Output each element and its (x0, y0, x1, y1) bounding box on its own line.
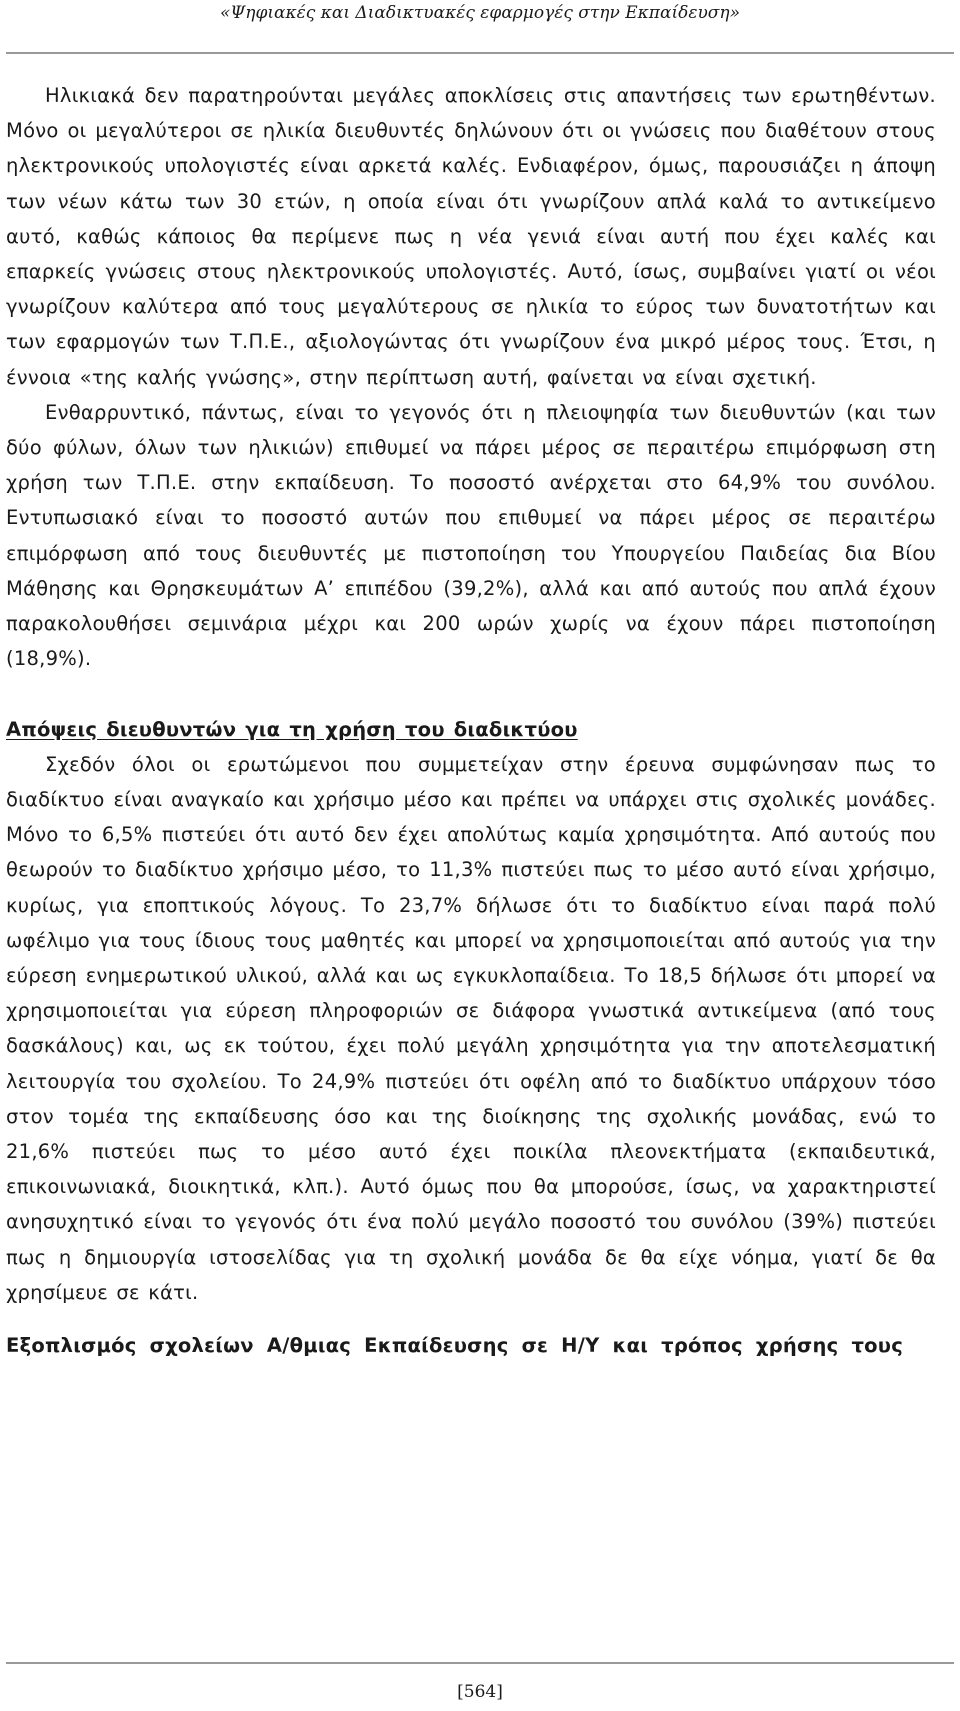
page-number: [564] (457, 1682, 503, 1702)
footer-divider (6, 1662, 954, 1664)
spacer (6, 676, 936, 711)
running-header: «Ψηφιακές και Διαδικτυακές εφαρμογές στην Εκπαίδευση» (219, 3, 740, 23)
header-divider (6, 52, 954, 54)
section-heading: Απόψεις διευθυντών για τη χρήση του διαδικτύου (6, 717, 578, 741)
paragraph: Ηλικιακά δεν παρατηρούνται μεγάλες αποκλίσεις στις απαντήσεις των ερωτηθέντων. Μόνο οι μεγαλύτεροι σε ηλικία διευθυντές δηλώνουν ότι οι γνώσεις που διαθέτουν στους ηλεκτρονικούς υπολογιστές είναι αρκετά καλές. Ενδιαφέρον, όμως, παρουσιάζει η άποψη των νέων κάτω των 30 ετών, η οποία είναι ότι γνωρίζουν απλά καλά το αντικείμενο αυτό, καθώς κάποιος θα περίμενε πως η νέα γενιά είναι αυτή που έχει καλές και επαρκείς γνώσεις στους ηλεκτρονικούς υπολογιστές. Αυτό, ίσως, συμβαίνει γιατί οι νέοι γνωρίζουν καλύτερα από τους μεγαλύτερους σε ηλικία το εύρος των δυνατοτήτων και των εφαρμογών των Τ.Π.Ε., αξιολογώντας ότι γνωρίζουν ένα μικρό μέρος τους. Έτσι, η έννοια «της καλής γνώσης», στην περίπτωση αυτή, φαίνεται να είναι σχετική. (6, 84, 936, 389)
spacer (6, 1310, 936, 1328)
section-heading: Εξοπλισμός σχολείων Α/θμιας Εκπαίδευσης σε Η/Υ και τρόπος χρήσης τους (6, 1334, 904, 1358)
body-text (6, 78, 936, 1363)
paragraph: Ενθαρρυντικό, πάντως, είναι το γεγονός ότι η πλειοψηφία των διευθυντών (και των δύο φύλων, όλων των ηλικιών) επιθυμεί να πάρει μέρος σε περαιτέρω επιμόρφωση στη χρήση των Τ.Π.Ε. στην εκπαίδευση. Το ποσοστό ανέρχεται στο 64,9% του συνόλου. Εντυπωσιακό είναι το ποσοστό αυτών που επιθυμεί να πάρει μέρος σε περαιτέρω επιμόρφωση από τους διευθυντές με πιστοποίηση του Υπουργείου Παιδείας δια Βίου Μάθησης και Θρησκευμάτων Α’ επιπέδου (39,2%), αλλά και από αυτούς που απλά έχουν παρακολουθήσει σεμινάρια μέχρι και 200 ωρών χωρίς να έχουν πάρει πιστοποίηση (18,9%). (6, 400, 936, 671)
paragraph: Σχεδόν όλοι οι ερωτώμενοι που συμμετείχαν στην έρευνα συμφώνησαν πως το διαδίκτυο είναι αναγκαίο και χρήσιμο μέσο και πρέπει να υπάρχει στις σχολικές μονάδες. Μόνο το 6,5% πιστεύει ότι αυτό δεν έχει απολύτως καμία χρησιμότητα. Από αυτούς που θεωρούν το διαδίκτυο χρήσιμο μέσο, το 11,3% πιστεύει πως το μέσο αυτό είναι χρήσιμο, κυρίως, για εποπτικούς λόγους. Το 23,7% δήλωσε ότι το διαδίκτυο είναι παρά πολύ ωφέλιμο για τους ίδιους τους μαθητές και μπορεί να χρησιμοποιείται από αυτούς για την εύρεση ενημερωτικού υλικού, αλλά και ως εγκυκλοπαίδεια. Το 18,5 δήλωσε ότι μπορεί να χρησιμοποιείται για εύρεση πληροφοριών σε διάφορα γνωστικά αντικείμενα (από τους δασκάλους) και, ως εκ τούτου, έχει πολύ μεγάλη χρησιμότητα για την αποτελεσματική λειτουργία του σχολείου. Το 24,9% πιστεύει ότι οφέλη από το διαδίκτυο υπάρχουν τόσο στον τομέα της εκπαίδευσης όσο και της διοίκησης της σχολικής μονάδας, ενώ το 21,6% πιστεύει πως το μέσο αυτό έχει ποικίλα πλεονεκτήματα (εκπαιδευτικά, επικοινωνιακά, διοικητικά, κλπ.). Αυτό όμως που θα μπορούσε, ίσως, να χαρακτηριστεί ανησυχητικό είναι το γεγονός ότι ένα πολύ μεγάλο ποσοστό του συνόλου (39%) πιστεύει πως η δημιουργία ιστοσελίδας για τη σχολική μονάδα δε θα είχε νόημα, γιατί δε θα χρησίμευε σε κάτι. (6, 752, 936, 1304)
